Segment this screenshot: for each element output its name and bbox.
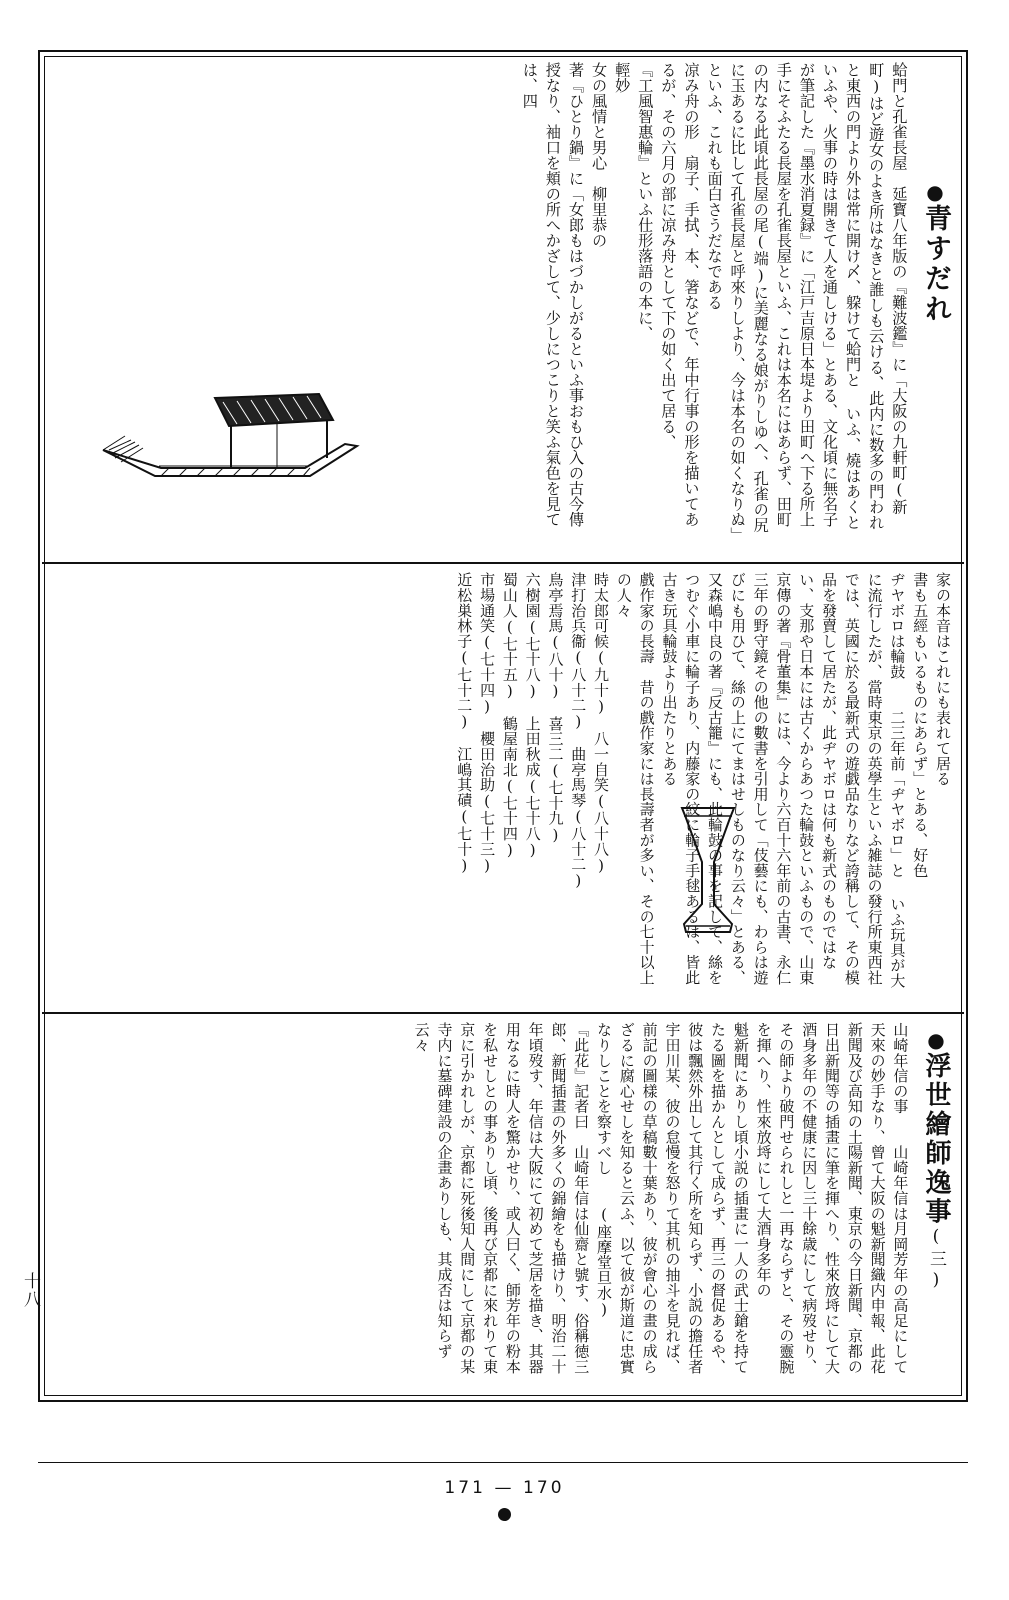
article-2-name-line-5: 蜀山人(七十五) 鶴屋南北(七十四) [500, 572, 519, 860]
footer-page-number: 171 — 170 [444, 1478, 565, 1498]
article-2-column-3: ヂヤボロは輪鼓 二三年前「ヂヤボロ」と いふ玩具が大に流行したが、當時東京の英學生といふ雑誌の發行所東西社では、英國に於る最新式の遊戯品なりなど誇稱して、その模品を發賣して居たが、此ヂヤボロは何も新式のものではない、支那や日本には古くからあつた輪鼓といふもので、山東京傳の著『骨董集』には、今より六百十六年前の古書、永仁三年の野守鏡その他の數書を引用して「伎藝にも、わらは遊びにも用ひて、絲の上にてまはせしものなり云々」とある、又森嶋中良の著『反古籠』にも、此輪鼓の事を記して、絲をつむぐ小車に輪子あり、内藤家の紋に輪子手毬あるは、皆此古き玩具輪鼓より出たりとある [660, 572, 907, 989]
bullet-glyph: ● [923, 180, 947, 204]
article-2-name-line-4: 六樹園(七十八) 上田秋成(七十八) [523, 572, 542, 860]
article-diabolo [52, 572, 954, 1002]
article-2-column-4: 戲作家の長壽 昔の戲作家には長壽者が多い、その七十以上の人々 [614, 572, 656, 986]
article-2-column-2: 書も五經もいるものにあらず」とある、好色 [911, 572, 930, 878]
footer [0, 1478, 1009, 1521]
article-heading-1-text: 青すだれ [920, 204, 951, 325]
article-1-column-4: 輕妙 [613, 62, 632, 94]
side-page-number: 十八 [20, 1272, 40, 1310]
article-heading-3 [921, 1022, 950, 1293]
article-heading-3-number: (三) [926, 1226, 946, 1294]
section-divider-1 [42, 562, 964, 564]
article-heading-3-text: 浮世繪師逸事 [921, 1052, 951, 1227]
article-3-column-2: 魁新聞にありし頃小説の插畫に一人の武士鎗を持てたる圖を描かんとして成らず、再三の督促あるや、彼は飄然外出して其行く所を知らず、小説の擔任者宇田川某、彼の怠慢を怒りて其机の抽斗を見れば、前記の圖樣の草稿數十葉あり、彼が會心の畫の成らざるに腐心せしを知ると云ふ、以て彼が斯道に忠實なりしことを察すべし (座摩堂旦水) [595, 1022, 750, 1374]
footer-divider [38, 1462, 968, 1463]
article-2-name-line-3: 鳥亭焉馬(八十) 喜三二(七十九) [546, 572, 565, 845]
article-2-name-line-1: 時太郎可候(九十) 八一自笑(八十八) [592, 572, 611, 875]
article-2-column-1: 家の本音はこれにも表れて居る [934, 572, 952, 787]
diabolo-illustration [668, 800, 748, 940]
article-2-name-line-6: 市場通笑(七十四) 櫻田治助(七十三) [478, 572, 497, 875]
article-2-name-line-2: 津打治兵衞(八十二) 曲亭馬琴(八十二) [569, 572, 588, 890]
article-3-column-1: 山崎年信の事 山崎年信は月岡芳年の高足にして天來の妙手なり、曾て大阪の魁新聞織内申報、此花新聞及び高知の土陽新聞、東京の今日新聞、京都の日出新聞等の插畫に筆を揮へり、性來放埓にして大酒身多年の不健康に因し三十餘歳にして病歿せり、その師より破門せられしと一再ならずと、その靈腕を揮へり、性來放埓にして大酒身多年の [754, 1022, 910, 1374]
article-1-column-2: 凉み舟の形 扇子、手拭、本、箸などで、年中行事の形を描いてあるが、その六月の部に凉み舟として下の如く出て居る、 [659, 62, 701, 528]
footer-dot-mark [498, 1508, 511, 1521]
bullet-glyph-3: ● [924, 1028, 948, 1052]
article-1-column-1: 蛤門と孔雀長屋 延寳八年版の『難波鑑』に「大阪の九軒町(新町)はど遊女のよき所はなきと誰しも云ける、此内に数多の門われと東西の門より外は常に開け〆、躱けて蛤門と いふ、燒はあくといふや、火事の時は開きて人を通しける」とある、文化頃に無名子が筆記した『墨水消夏録』に「江戸吉原日本堤より田町へ下る所上手にそふたる長屋を孔雀長屋といふ、これは本名にはあらず、田町の内なる此頃此長屋の尾(端)に美麗なる娘がりしゆへ、孔雀の尻に玉あるに比して孔雀長屋と呼來りしより、今は本名の如くなりぬ」といふ、これも面白さうだなである [705, 62, 909, 536]
article-1-column-6: 著『ひとり鍋』に「女郎もはづかしがるといふ事おもひ入の古今傳授なり、袖口を頬の所へかざして、少しにつこりと笑ふ氣色を見ては、四 [520, 62, 585, 528]
cool-boat-illustration [95, 380, 365, 510]
article-ukiyoe [52, 1022, 954, 1394]
article-1-column-5: 女の風情と男心 柳里恭の [590, 62, 609, 249]
article-3-column-3: 『此花』記者曰 山崎年信は仙齋と號す、俗稱徳三郎、新聞插畫の外多くの錦繪をも描けり、明治二十年頃歿す、年信は大阪にて初めて芝居を描き、其器用なるに時人を驚かせり、或人曰く、師芳年の粉本を私せしとの事ありし頃、後再び京都に來れりて東京に引かれしが、京都に死後知人間にして京都の某寺内に墓碑建設の企畫ありしも、其成否は知らず云々 [412, 1022, 591, 1374]
article-1-column-3: 『工風智惠輪』といふ仕形落語の本に、 [636, 62, 655, 342]
article-heading-1 [920, 62, 950, 325]
section-divider-2 [42, 1012, 964, 1014]
article-2-name-line-7: 近松巣林子(七十二) 江嶋其磧(七十) [455, 572, 474, 875]
